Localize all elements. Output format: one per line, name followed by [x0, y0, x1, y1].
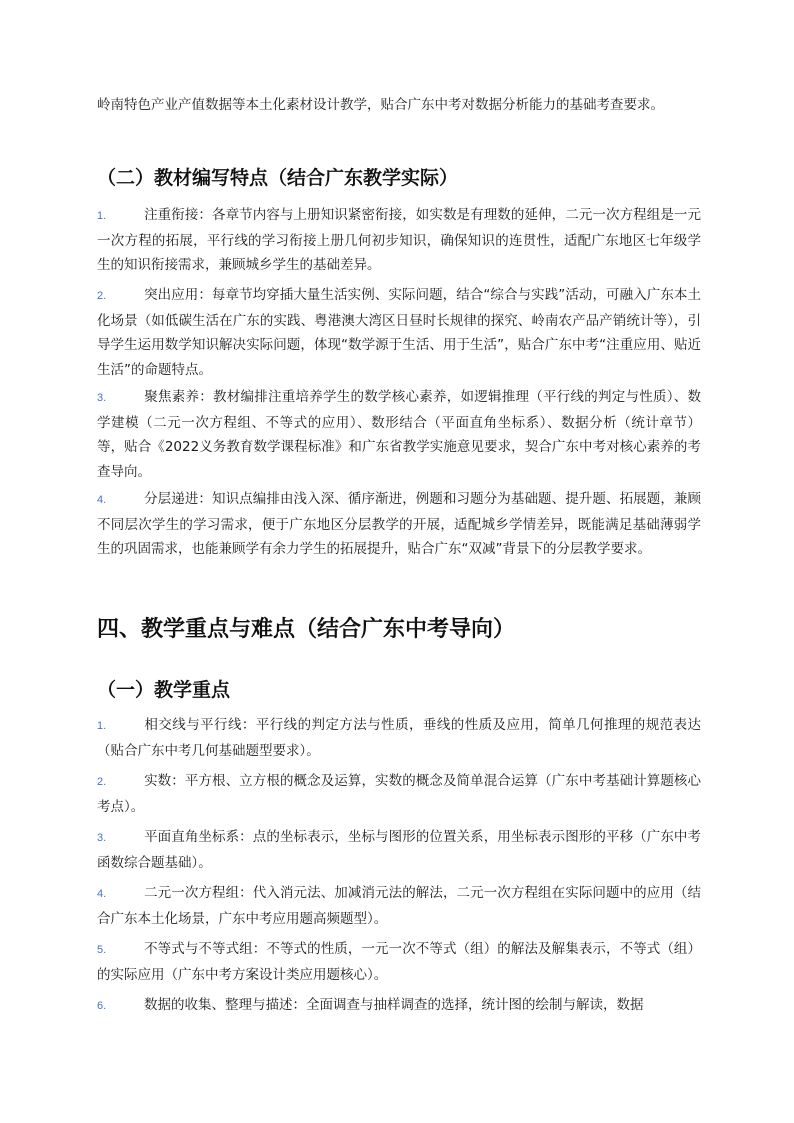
- list-number: 4.: [97, 494, 107, 506]
- section-heading-textbook: （二）教材编写特点（结合广东教学实际）: [97, 167, 459, 189]
- list-item-text: 二元一次方程组：代入消元法、加减消元法的解法，二元一次方程组在实际问题中的应用（结合广东本土化场景，广东中考应用题高频题型）。: [97, 885, 701, 927]
- list-number: 3.: [97, 392, 107, 404]
- list-item-text: 聚焦素养：教材编排注重培养学生的数学核心素养，如逻辑推理（平行线的判定与性质）、数学建模（二元一次方程组、不等式的应用）、数形结合（平面直角坐标系）、数据分析（统计章节）等，贴合《2022义务教育数学课程标准》和广东省教学实施意见要求，契合广东中考对核心素养的考查导向。: [97, 389, 701, 480]
- section-heading-keypoints: （一）教学重点: [97, 679, 231, 701]
- list-item: [97, 487, 701, 562]
- list-item-text: 实数：平方根、立方根的概念及运算，实数的概念及简单混合运算（广东中考基础计算题核心考点）。: [97, 773, 701, 815]
- list-item: [97, 769, 701, 819]
- list-number: 3.: [97, 832, 107, 844]
- list-number: 1.: [97, 720, 107, 732]
- list-item: [97, 993, 701, 1019]
- list-item: [97, 385, 701, 484]
- list-item-text: 注重衔接：各章节内容与上册知识紧密衔接，如实数是有理数的延伸，二元一次方程组是一元一次方程的拓展，平行线的学习衔接上册几何初步知识，确保知识的连贯性，适配广东地区七年级学生的知识衔接需求，兼顾城乡学生的基础差异。: [97, 207, 701, 273]
- list-item: [97, 881, 701, 931]
- list-number: 4.: [97, 888, 107, 900]
- list-item-text: 平面直角坐标系：点的坐标表示，坐标与图形的位置关系，用坐标表示图形的平移（广东中考函数综合题基础）。: [97, 829, 701, 871]
- list-item-text: 突出应用：每章节均穿插大量生活实例、实际问题，结合“综合与实践”活动，可融入广东本土化场景（如低碳生活在广东的实践、粤港澳大湾区日昼时长规律的探究、岭南农产品产销统计等），引导学生运用数学知识解决实际问题，体现“数学源于生活、用于生活”，贴合广东中考“注重应用、贴近生活”的命题特点。: [97, 287, 701, 378]
- list-number: 6.: [97, 1000, 107, 1012]
- list-item-text: 数据的收集、整理与描述：全面调查与抽样调查的选择，统计图的绘制与解读，数据: [144, 997, 644, 1013]
- list-number: 5.: [97, 944, 107, 956]
- list-item: [97, 937, 701, 987]
- list-number: 2.: [97, 776, 107, 788]
- list-item: [97, 825, 701, 875]
- list-item-text: 不等式与不等式组：不等式的性质，一元一次不等式（组）的解法及解集表示，不等式（组）的实际应用（广东中考方案设计类应用题核心）。: [97, 941, 701, 983]
- list-item: [97, 203, 701, 278]
- intro-paragraph: 岭南特色产业产值数据等本土化素材设计教学，贴合广东中考对数据分析能力的基础考查要求。: [97, 97, 664, 113]
- list-item: [97, 283, 701, 382]
- list-number: 1.: [97, 210, 107, 222]
- list-item: [97, 713, 701, 763]
- list-item-text: 分层递进：知识点编排由浅入深、循序渐进，例题和习题分为基础题、提升题、拓展题，兼顾不同层次学生的学习需求，便于广东地区分层教学的开展，适配城乡学情差异，既能满足基础薄弱学生的巩固需求，也能兼顾学有余力学生的拓展提升，贴合广东“双减”背景下的分层教学要求。: [97, 491, 701, 557]
- list-item-text: 相交线与平行线：平行线的判定方法与性质，垂线的性质及应用，简单几何推理的规范表达（贴合广东中考几何基础题型要求）。: [97, 717, 701, 759]
- chapter-title: 四、教学重点与难点（结合广东中考导向）: [97, 617, 516, 642]
- list-number: 2.: [97, 290, 107, 302]
